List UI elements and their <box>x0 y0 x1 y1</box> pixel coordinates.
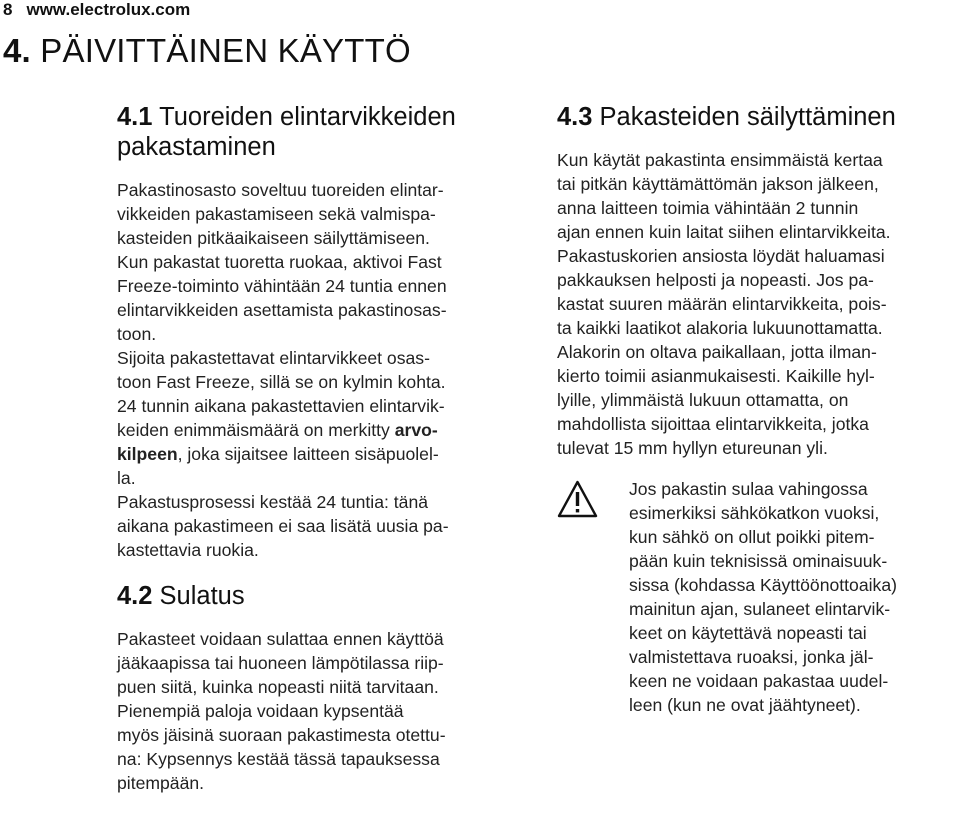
left-column <box>117 102 537 795</box>
warning-note <box>557 477 957 717</box>
page-number: 8 <box>3 0 13 19</box>
site-url: www.electrolux.com <box>26 0 191 19</box>
section-4-2-heading <box>117 581 537 611</box>
section-4-3-body: Kun käytät pakastinta ensimmäistä kertaa tai pitkän käyttämättömän jakson jälkeen, anna laitteen toimia vähintään 2 tunnin ajan ennen kuin laitat siihen elintarvikkeita. Pakastuskorien ansiosta löydät haluamasi pakkauksen helposti ja nopeasti. Jos pa- kastat suuren määrän elintarvikkeita, pois- ta kaikki laatikot alakoria lukuunottamatta. Alakorin on oltava paikallaan, jotta ilman- kierto toimii asianmukaisesti. Kaikille hyl- lyille, ylimmäistä lukuun ottamatta, on mahdollista sijoittaa elintarvikkeita, jotka tulevat 15 mm hyllyn etureunan yli. <box>557 150 891 458</box>
section-4-1-title-line1: Tuoreiden elintarvikkeiden <box>159 103 456 131</box>
section-4-1-text: Pakastinosasto soveltuu tuoreiden elintar- vikkeiden pakastamiseen sekä valmispa- kasteiden pitkäaikaiseen säilyttämiseen. Kun pakastat tuoretta ruokaa, aktivoi Fast Freeze-toiminto vähintään 24 tuntia ennen elintarvikkeiden asettamista pakastinosas- toon. Sijoita pakastettavat elintarvikkeet osas- toon Fast Freeze, sillä se on kylmin kohta. 24 tunnin aikana pakastettavien elintarvik- keiden enimmäismäärä on merkitty <box>117 180 447 440</box>
section-4-1-bold-a: arvo- <box>394 420 438 440</box>
section-4-1-number: 4.1 <box>117 103 153 131</box>
section-4-2-number: 4.2 <box>117 582 153 610</box>
chapter-heading: PÄIVITTÄINEN KÄYTTÖ <box>40 32 411 69</box>
section-4-1-title-line2: pakastaminen <box>117 133 276 161</box>
section-4-3-number: 4.3 <box>557 103 593 131</box>
page-header <box>3 0 190 20</box>
section-4-1-bold-b: kilpeen <box>117 444 178 464</box>
section-4-1-text-end: , joka sijaitsee laitteen sisäpuolel- la. Pakastusprosessi kestää 24 tuntia: tänä aikana pakastimeen ei saa lisätä uusia pa- kastettavia ruokia. <box>117 444 449 560</box>
chapter-number: 4. <box>3 32 31 69</box>
section-4-1-body <box>117 178 537 562</box>
section-4-1-heading <box>117 102 537 162</box>
warning-triangle-icon <box>557 480 598 518</box>
section-4-2-title: Sulatus <box>159 582 245 610</box>
right-column <box>557 102 957 717</box>
section-4-2-body: Pakasteet voidaan sulattaa ennen käyttöä jääkaapissa tai huoneen lämpötilassa riip- puen siitä, kuinka nopeasti niitä tarvitaan. Pienempiä paloja voidaan kypsentää myös jäisinä suoraan pakastimesta otettu- na: Kypsennys kestää tässä tapauksessa pitempään. <box>117 629 446 793</box>
warning-text: Jos pakastin sulaa vahingossa esimerkiksi sähkökatkon vuoksi, kun sähkö on ollut poikki pitem- pään kuin teknisissä ominaisuuk- sissa (kohdassa Käyttöönottoaika) mainitun ajan, sulaneet elintarvik- keet on käytettävä nopeasti tai valmistettava ruoaksi, jonka jäl- keen ne voidaan pakastaa uudel- leen (kun ne ovat jäähtyneet). <box>629 479 897 715</box>
section-4-3-heading <box>557 102 957 132</box>
section-4-3-title: Pakasteiden säilyttäminen <box>599 103 896 131</box>
chapter-title <box>3 32 411 70</box>
